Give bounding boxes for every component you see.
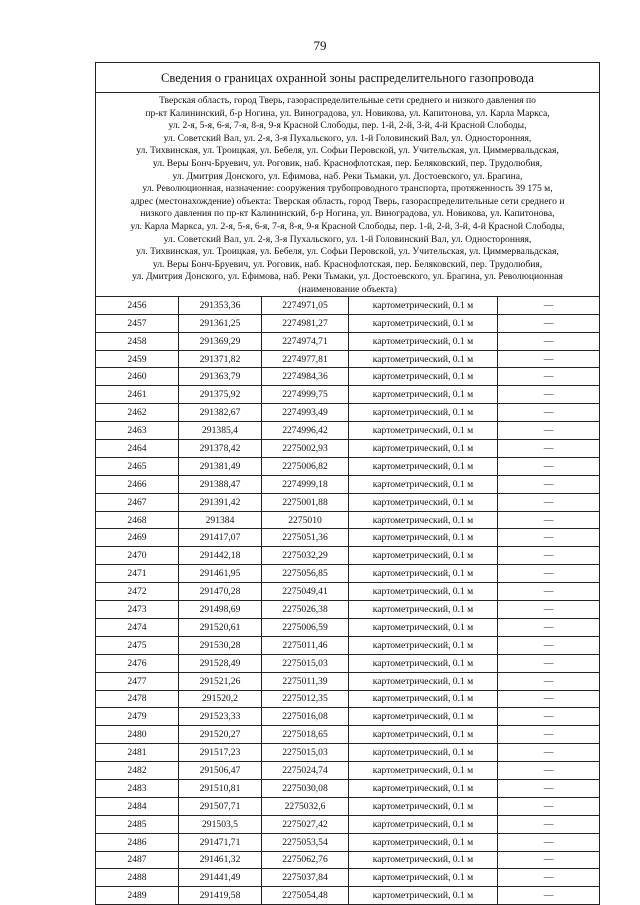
point-number-cell: 2487: [96, 851, 179, 869]
description-line: Тверская область, город Тверь, газораспределительные сети среднего и низкого давления по: [159, 95, 536, 106]
method-accuracy-cell: картометрический, 0.1 м: [349, 762, 498, 780]
coordinate-y-cell: 2275051,36: [262, 529, 349, 547]
coordinate-y-cell: 2275049,41: [262, 583, 349, 601]
point-description-cell: —: [498, 422, 600, 440]
coordinate-y-cell: 2275030,08: [262, 779, 349, 797]
table-row: [96, 475, 599, 493]
table-row: [96, 779, 599, 797]
point-number-cell: 2476: [96, 654, 179, 672]
point-number-cell: 2484: [96, 797, 179, 815]
table-row: [96, 350, 599, 368]
point-number-cell: 2478: [96, 690, 179, 708]
method-accuracy-cell: картометрический, 0.1 м: [349, 314, 498, 332]
table-row: [96, 583, 599, 601]
coordinate-x-cell: 291385,4: [179, 422, 262, 440]
method-accuracy-cell: картометрический, 0.1 м: [349, 690, 498, 708]
object-name-note: (наименование объекта): [298, 283, 397, 295]
point-number-cell: 2462: [96, 404, 179, 422]
coordinate-x-cell: 291353,36: [179, 296, 262, 314]
point-number-cell: 2486: [96, 833, 179, 851]
coordinate-y-cell: 2275062,76: [262, 851, 349, 869]
description-line: ул. Советский Вал, ул. 2-я, 3-я Пухальского, ул. 1-й Головинский Вал, ул. Односторонняя,: [163, 233, 532, 245]
point-description-cell: —: [498, 332, 600, 350]
coordinate-y-cell: 2275056,85: [262, 565, 349, 583]
point-description-cell: —: [498, 636, 600, 654]
description-line: пр-кт Калининский, б-р Ногина, ул. Виноградова, ул. Новикова, ул. Капитонова, ул. Карла Маркса,: [145, 107, 550, 119]
table-row: [96, 404, 599, 422]
point-description-cell: —: [498, 797, 600, 815]
method-accuracy-cell: картометрический, 0.1 м: [349, 744, 498, 762]
coordinate-y-cell: 2275053,54: [262, 833, 349, 851]
point-description-cell: —: [498, 744, 600, 762]
method-accuracy-cell: картометрический, 0.1 м: [349, 493, 498, 511]
point-number-cell: 2466: [96, 475, 179, 493]
description-line: ул. Веры Бонч-Бруевич, ул. Роговик, наб. Краснофлотская, пер. Беляковский, пер. Трудолюбия,: [152, 258, 543, 270]
method-accuracy-cell: картометрический, 0.1 м: [349, 296, 498, 314]
coordinate-y-cell: 2275015,03: [262, 654, 349, 672]
table-row: [96, 887, 599, 904]
coordinate-x-cell: 291503,5: [179, 815, 262, 833]
point-description-cell: —: [498, 833, 600, 851]
method-accuracy-cell: картометрический, 0.1 м: [349, 833, 498, 851]
table-row: [96, 565, 599, 583]
point-number-cell: 2465: [96, 457, 179, 475]
coordinate-x-cell: 291378,42: [179, 440, 262, 458]
page-number: 79: [313, 38, 327, 53]
coordinate-x-cell: 291507,71: [179, 797, 262, 815]
table-row: [96, 869, 599, 887]
point-description-cell: —: [498, 386, 600, 404]
method-accuracy-cell: картометрический, 0.1 м: [349, 654, 498, 672]
point-number-cell: 2489: [96, 887, 179, 904]
point-number-cell: 2458: [96, 332, 179, 350]
point-description-cell: —: [498, 618, 600, 636]
point-number-cell: 2477: [96, 672, 179, 690]
method-accuracy-cell: картометрический, 0.1 м: [349, 797, 498, 815]
coordinate-y-cell: 2274999,75: [262, 386, 349, 404]
point-number-cell: 2473: [96, 601, 179, 619]
coordinate-y-cell: 2275006,82: [262, 457, 349, 475]
point-description-cell: —: [498, 887, 600, 904]
coordinate-x-cell: 291470,28: [179, 583, 262, 601]
coordinate-x-cell: 291520,27: [179, 726, 262, 744]
point-number-cell: 2463: [96, 422, 179, 440]
point-description-cell: —: [498, 565, 600, 583]
method-accuracy-cell: картометрический, 0.1 м: [349, 851, 498, 869]
method-accuracy-cell: картометрический, 0.1 м: [349, 779, 498, 797]
method-accuracy-cell: картометрический, 0.1 м: [349, 440, 498, 458]
point-number-cell: 2480: [96, 726, 179, 744]
description-line: ул. Веры Бонч-Бруевич, ул. Роговик, наб. Краснофлотская, пер. Беляковский, пер. Трудолюбия,: [152, 157, 543, 169]
coordinate-y-cell: 2275011,39: [262, 672, 349, 690]
method-accuracy-cell: картометрический, 0.1 м: [349, 708, 498, 726]
point-description-cell: —: [498, 440, 600, 458]
description-line: ул. Карла Маркса, ул. 2-я, 5-я, 6-я, 7-я, 8-я, 9-я Красной Слободы, пер. 1-й, 2-й, 3-й, 4-й Красной Слободы,: [130, 220, 565, 232]
coordinate-x-cell: 291363,79: [179, 368, 262, 386]
coordinate-x-cell: 291388,47: [179, 475, 262, 493]
table-row: [96, 296, 599, 314]
table-row: [96, 440, 599, 458]
coordinate-x-cell: 291417,07: [179, 529, 262, 547]
object-description: [96, 93, 599, 284]
coordinate-x-cell: 291498,69: [179, 601, 262, 619]
coordinate-x-cell: 291371,82: [179, 350, 262, 368]
point-number-cell: 2472: [96, 583, 179, 601]
description-line: ул. Тихвинская, ул. Троицкая, ул. Бебеля, ул. Софьи Перовской, ул. Учительская, ул. Циммервальдская,: [136, 145, 559, 157]
point-description-cell: —: [498, 296, 600, 314]
point-description-cell: —: [498, 654, 600, 672]
table-row: [96, 547, 599, 565]
coordinate-x-cell: 291382,67: [179, 404, 262, 422]
point-description-cell: —: [498, 672, 600, 690]
point-number-cell: 2481: [96, 744, 179, 762]
method-accuracy-cell: картометрический, 0.1 м: [349, 583, 498, 601]
table-row: [96, 654, 599, 672]
point-number-cell: 2467: [96, 493, 179, 511]
table-row: [96, 851, 599, 869]
point-number-cell: 2456: [96, 296, 179, 314]
point-number-cell: 2475: [96, 636, 179, 654]
table-row: [96, 833, 599, 851]
table-row: [96, 690, 599, 708]
method-accuracy-cell: картометрический, 0.1 м: [349, 601, 498, 619]
method-accuracy-cell: картометрический, 0.1 м: [349, 368, 498, 386]
coordinate-x-cell: 291391,42: [179, 493, 262, 511]
coordinate-y-cell: 2274981,27: [262, 314, 349, 332]
description-line: ул. Дмитрия Донского, ул. Ефимова, наб. Реки Тьмаки, ул. Достоевского, ул. Брагина, ул. Революционная: [132, 271, 563, 283]
point-description-cell: —: [498, 511, 600, 529]
document-title: Сведения о границах охранной зоны распределительного газопровода: [96, 63, 599, 93]
table-row: [96, 457, 599, 475]
table-row: [96, 708, 599, 726]
coordinate-y-cell: 2275054,48: [262, 887, 349, 904]
coordinate-y-cell: 2275001,88: [262, 493, 349, 511]
description-line: низкого давления по пр-кт Калининский, б-р Ногина, ул. Виноградова, ул. Новикова, ул. Капитонова,: [140, 208, 555, 220]
table-row: [96, 726, 599, 744]
point-number-cell: 2479: [96, 708, 179, 726]
table-row: [96, 601, 599, 619]
coordinate-x-cell: 291441,49: [179, 869, 262, 887]
table-row: [96, 422, 599, 440]
coordinate-x-cell: 291419,58: [179, 887, 262, 904]
point-description-cell: —: [498, 869, 600, 887]
method-accuracy-cell: картометрический, 0.1 м: [349, 815, 498, 833]
point-description-cell: —: [498, 601, 600, 619]
description-line: ул. Советский Вал, ул. 2-я, 3-я Пухальского, ул. 1-й Головинский Вал, ул. Односторонняя,: [163, 132, 532, 144]
point-description-cell: —: [498, 350, 600, 368]
point-description-cell: —: [498, 547, 600, 565]
method-accuracy-cell: картометрический, 0.1 м: [349, 475, 498, 493]
point-description-cell: —: [498, 851, 600, 869]
coordinate-y-cell: 2275018,65: [262, 726, 349, 744]
table-row: [96, 762, 599, 780]
table-row: [96, 815, 599, 833]
coordinate-x-cell: 291461,32: [179, 851, 262, 869]
coordinate-x-cell: 291506,47: [179, 762, 262, 780]
coordinate-x-cell: 291521,26: [179, 672, 262, 690]
coordinate-y-cell: 2275010: [262, 511, 349, 529]
point-description-cell: —: [498, 457, 600, 475]
point-description-cell: —: [498, 779, 600, 797]
table-row: [96, 314, 599, 332]
point-description-cell: —: [498, 314, 600, 332]
method-accuracy-cell: картометрический, 0.1 м: [349, 887, 498, 904]
description-line: ул. 2-я, 5-я, 6-я, 7-я, 8-я, 9-я Красной Слободы, пер. 1-й, 2-й, 3-й, 4-й Красной Слободы,: [168, 120, 527, 132]
coordinate-y-cell: 2275027,42: [262, 815, 349, 833]
table-row: [96, 618, 599, 636]
coordinate-x-cell: 291510,81: [179, 779, 262, 797]
description-line: ул. Дмитрия Донского, ул. Ефимова, наб. Реки Тьмаки, ул. Достоевского, ул. Брагина,: [172, 170, 523, 182]
method-accuracy-cell: картометрический, 0.1 м: [349, 332, 498, 350]
point-description-cell: —: [498, 708, 600, 726]
point-description-cell: —: [498, 690, 600, 708]
coordinate-y-cell: 2274999,18: [262, 475, 349, 493]
point-number-cell: 2459: [96, 350, 179, 368]
point-description-cell: —: [498, 583, 600, 601]
coordinate-x-cell: 291384: [179, 511, 262, 529]
method-accuracy-cell: картометрический, 0.1 м: [349, 457, 498, 475]
method-accuracy-cell: картометрический, 0.1 м: [349, 672, 498, 690]
coordinate-y-cell: 2275026,38: [262, 601, 349, 619]
point-description-cell: —: [498, 726, 600, 744]
method-accuracy-cell: картометрический, 0.1 м: [349, 386, 498, 404]
point-description-cell: —: [498, 762, 600, 780]
coordinate-y-cell: 2274993,49: [262, 404, 349, 422]
table-row: [96, 744, 599, 762]
point-number-cell: 2482: [96, 762, 179, 780]
coordinate-x-cell: 291520,61: [179, 618, 262, 636]
coordinate-x-cell: 291442,18: [179, 547, 262, 565]
coordinate-y-cell: 2274977,81: [262, 350, 349, 368]
coordinate-y-cell: 2275006,59: [262, 618, 349, 636]
method-accuracy-cell: картометрический, 0.1 м: [349, 636, 498, 654]
coordinate-y-cell: 2274971,05: [262, 296, 349, 314]
coordinate-x-cell: 291461,95: [179, 565, 262, 583]
coordinate-x-cell: 291381,49: [179, 457, 262, 475]
point-description-cell: —: [498, 529, 600, 547]
point-number-cell: 2471: [96, 565, 179, 583]
coordinate-x-cell: 291471,71: [179, 833, 262, 851]
coordinate-x-cell: 291517,23: [179, 744, 262, 762]
table-row: [96, 332, 599, 350]
method-accuracy-cell: картометрический, 0.1 м: [349, 350, 498, 368]
method-accuracy-cell: картометрический, 0.1 м: [349, 404, 498, 422]
point-description-cell: —: [498, 475, 600, 493]
method-accuracy-cell: картометрический, 0.1 м: [349, 422, 498, 440]
point-description-cell: —: [498, 815, 600, 833]
point-number-cell: 2464: [96, 440, 179, 458]
point-number-cell: 2469: [96, 529, 179, 547]
coordinate-y-cell: 2275024,74: [262, 762, 349, 780]
coordinate-x-cell: 291361,25: [179, 314, 262, 332]
point-number-cell: 2474: [96, 618, 179, 636]
table-row: [96, 672, 599, 690]
table-row: [96, 529, 599, 547]
coordinate-x-cell: 291369,29: [179, 332, 262, 350]
point-number-cell: 2483: [96, 779, 179, 797]
coordinate-y-cell: 2275002,93: [262, 440, 349, 458]
table-row: [96, 797, 599, 815]
description-line: адрес (местонахождение) объекта: Тверская область, город Тверь, газораспределительные сети среднего и: [130, 195, 565, 207]
coordinate-y-cell: 2275037,84: [262, 869, 349, 887]
coordinate-x-cell: 291523,33: [179, 708, 262, 726]
point-description-cell: —: [498, 404, 600, 422]
point-number-cell: 2468: [96, 511, 179, 529]
description-line: ул. Тихвинская, ул. Троицкая, ул. Бебеля, ул. Софьи Перовской, ул. Учительская, ул. Циммервальдская,: [136, 246, 559, 258]
coordinate-y-cell: 2274984,36: [262, 368, 349, 386]
point-number-cell: 2457: [96, 314, 179, 332]
method-accuracy-cell: картометрический, 0.1 м: [349, 529, 498, 547]
method-accuracy-cell: картометрический, 0.1 м: [349, 547, 498, 565]
coordinate-y-cell: 2275032,29: [262, 547, 349, 565]
description-line: ул. Революционная, назначение: сооружения трубопроводного транспорта, протяженность 39 175 м,: [142, 183, 553, 195]
point-number-cell: 2460: [96, 368, 179, 386]
coordinate-y-cell: 2274996,42: [262, 422, 349, 440]
coordinate-y-cell: 2275032,6: [262, 797, 349, 815]
coordinate-y-cell: 2275015,03: [262, 744, 349, 762]
method-accuracy-cell: картометрический, 0.1 м: [349, 869, 498, 887]
coordinate-x-cell: 291528,49: [179, 654, 262, 672]
coordinate-x-cell: 291520,2: [179, 690, 262, 708]
point-description-cell: —: [498, 493, 600, 511]
coordinate-y-cell: 2275011,46: [262, 636, 349, 654]
coordinate-y-cell: 2274974,71: [262, 332, 349, 350]
method-accuracy-cell: картометрический, 0.1 м: [349, 511, 498, 529]
table-row: [96, 493, 599, 511]
point-number-cell: 2461: [96, 386, 179, 404]
method-accuracy-cell: картометрический, 0.1 м: [349, 618, 498, 636]
coordinate-x-cell: 291530,28: [179, 636, 262, 654]
coordinates-table: [96, 296, 599, 904]
method-accuracy-cell: картометрический, 0.1 м: [349, 726, 498, 744]
boundary-document: [95, 62, 600, 905]
table-row: [96, 368, 599, 386]
table-row: [96, 511, 599, 529]
table-row: [96, 636, 599, 654]
method-accuracy-cell: картометрический, 0.1 м: [349, 565, 498, 583]
point-description-cell: —: [498, 368, 600, 386]
point-number-cell: 2485: [96, 815, 179, 833]
coordinate-x-cell: 291375,92: [179, 386, 262, 404]
table-row: [96, 386, 599, 404]
point-number-cell: 2470: [96, 547, 179, 565]
coordinate-y-cell: 2275016,08: [262, 708, 349, 726]
coordinate-y-cell: 2275012,35: [262, 690, 349, 708]
point-number-cell: 2488: [96, 869, 179, 887]
